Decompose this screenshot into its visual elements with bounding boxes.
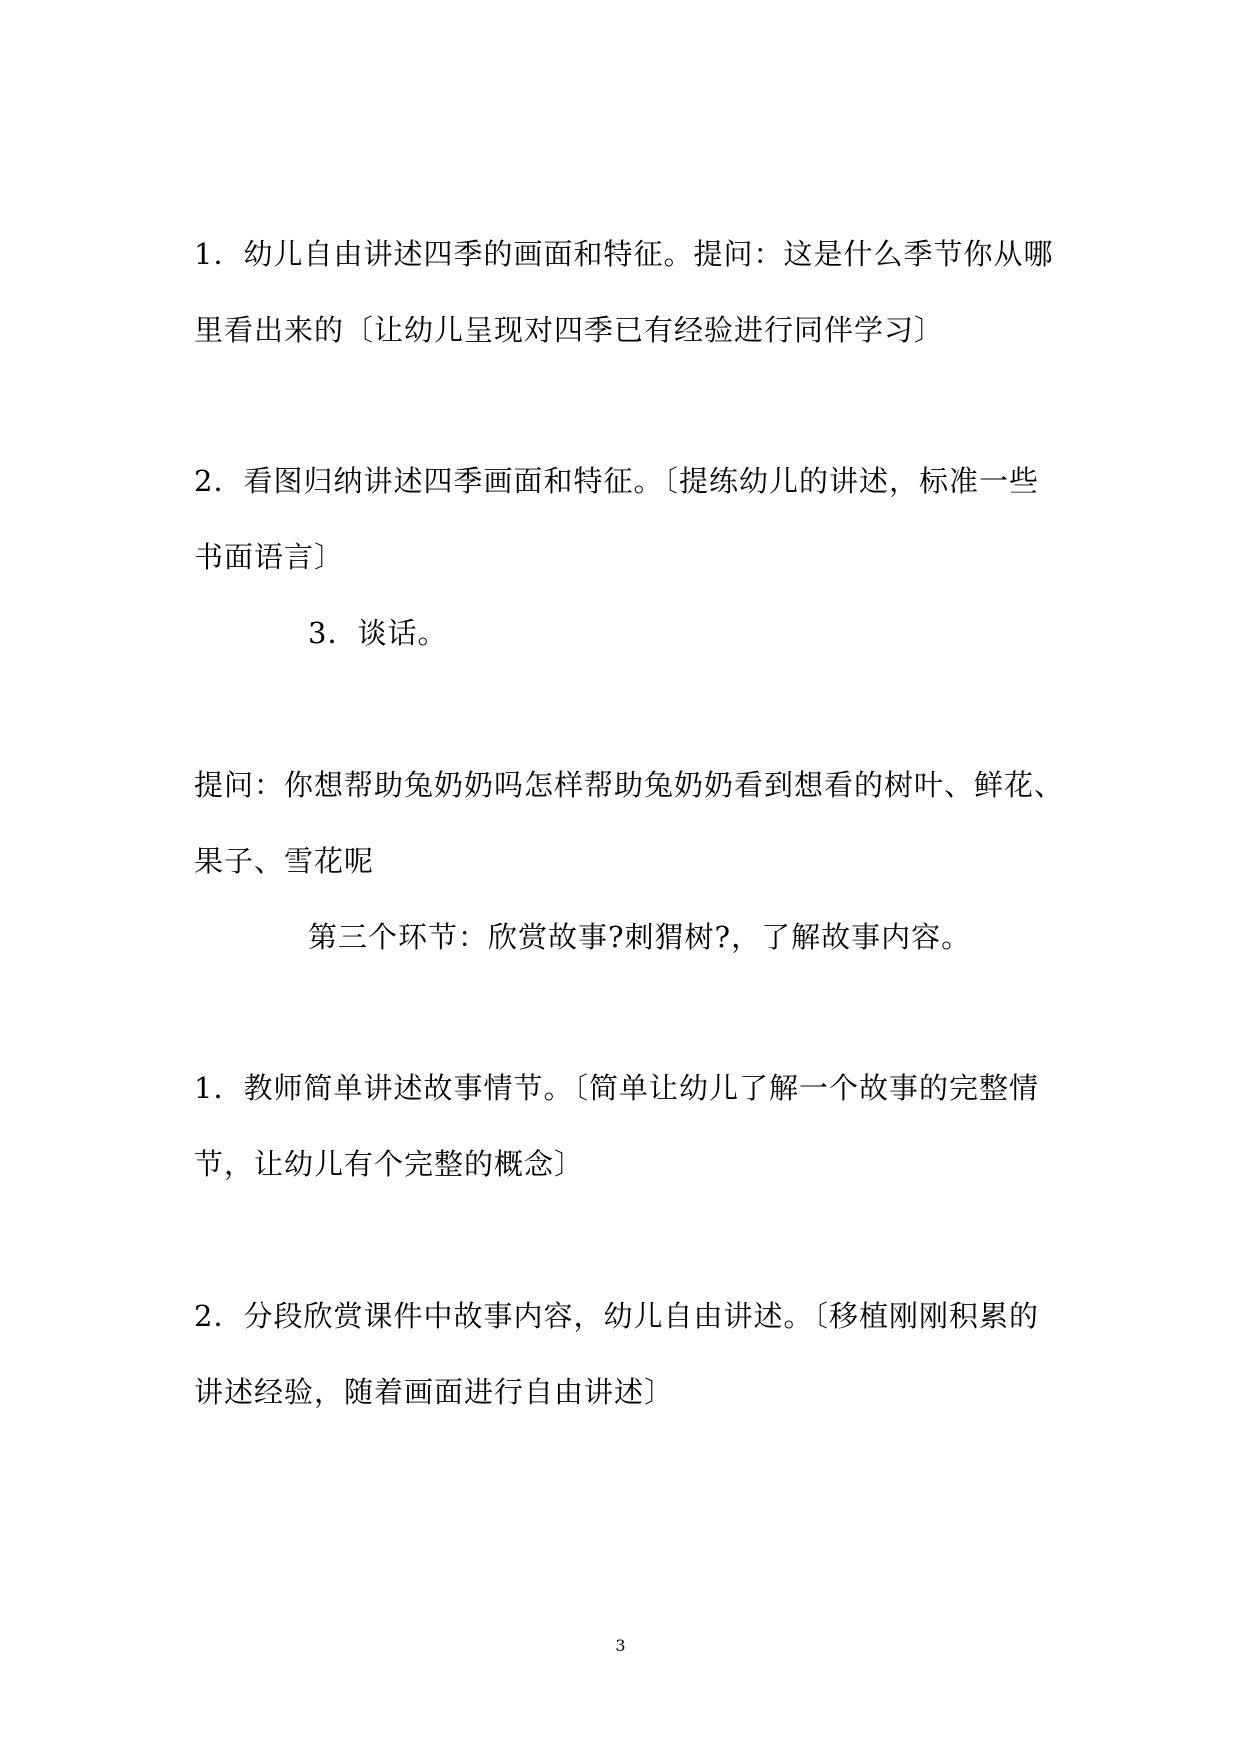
paragraph-6-line-2: 节，让幼儿有个完整的概念〕 <box>194 1147 585 1181</box>
page-number: 3 <box>615 1636 626 1655</box>
paragraph-4-line-2: 果子、雪花呢 <box>194 844 375 878</box>
paragraph-2-line-1: 2．看图归纳讲述四季画面和特征。〔提练幼儿的讲述，标准一些 <box>194 464 1039 498</box>
paragraph-7-line-1: 2．分段欣赏课件中故事内容，幼儿自由讲述。〔移植刚刚积累的 <box>194 1299 1039 1333</box>
paragraph-1-line-1: 1．幼儿自由讲述四季的画面和特征。提问：这是什么季节你从哪 <box>194 237 1054 271</box>
paragraph-4-line-1: 提问：你想帮助兔奶奶吗怎样帮助兔奶奶看到想看的树叶、鲜花、 <box>194 768 1065 802</box>
paragraph-1-line-2: 里看出来的〔让幼儿呈现对四季已有经验进行同伴学习〕 <box>194 313 945 347</box>
paragraph-3-line-1: 3．谈话。 <box>308 616 448 650</box>
paragraph-2-line-2: 书面语言〕 <box>194 540 345 574</box>
paragraph-6-line-1: 1．教师简单讲述故事情节。〔简单让幼儿了解一个故事的完整情 <box>194 1071 1039 1105</box>
section-heading: 第三个环节：欣赏故事?刺猬树?，了解故事内容。 <box>308 920 972 954</box>
paragraph-7-line-2: 讲述经验，随着画面进行自由讲述〕 <box>194 1375 675 1409</box>
